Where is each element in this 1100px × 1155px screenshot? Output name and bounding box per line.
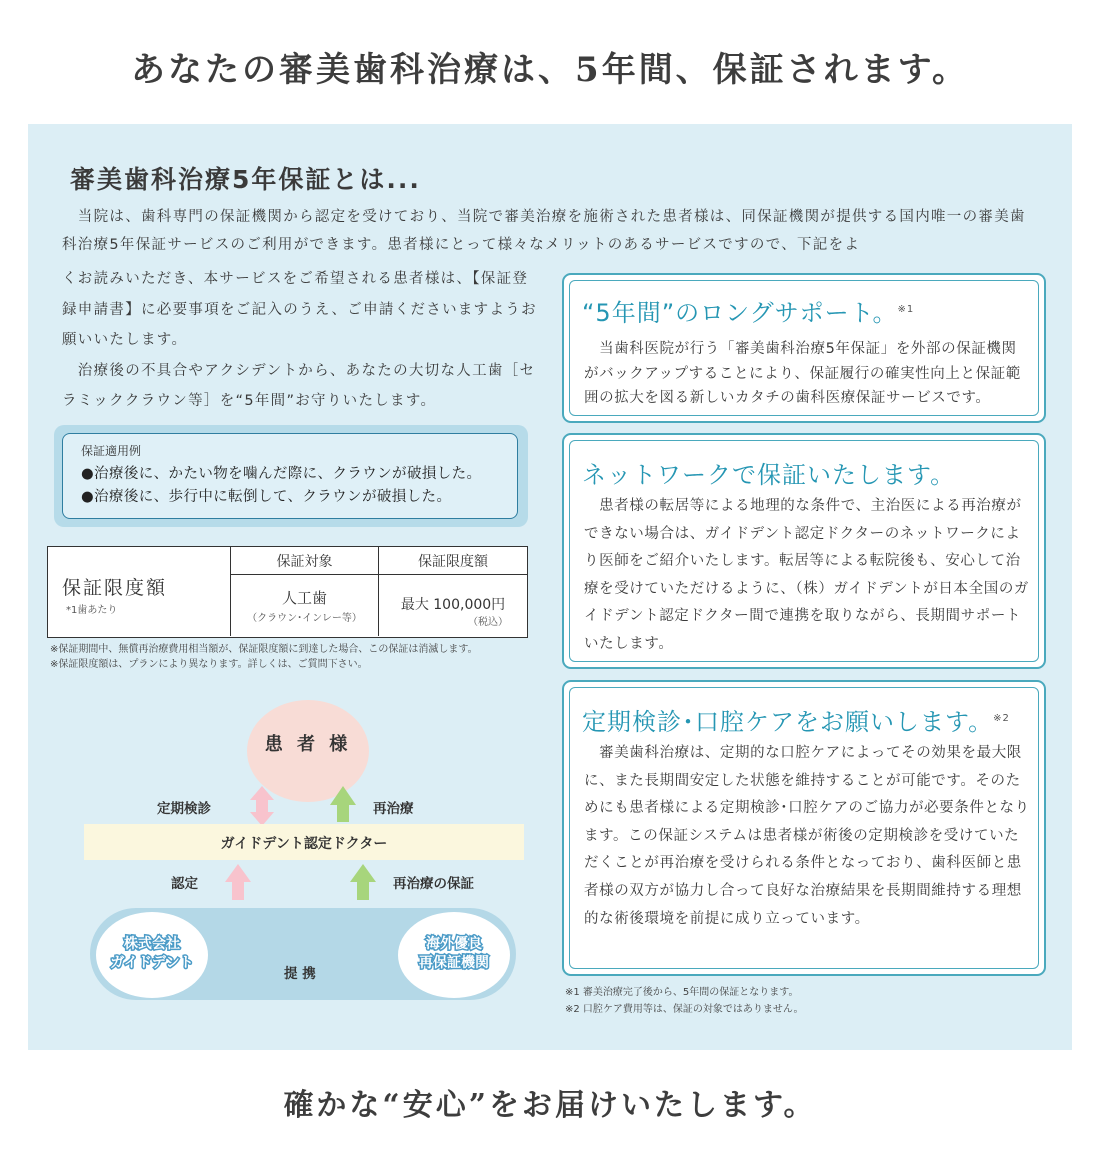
limit-label-note: *1歯あたり	[66, 605, 118, 616]
intro-text: 当院は、歯科専門の保証機関から認定を受けており、当院で審美治療を施術された患者様は、同保証機関が提供する国内唯一の審美歯科治療5年保証サービスのご利用ができます。患者様にとって様々なメリットのあるサービスですので、下記をよ	[62, 209, 1026, 253]
green-up-arrow	[330, 786, 356, 822]
intro-left-paragraph-2: 治療後の不具合やアクシデントから、あなたの大切な人工歯［セラミッククラウン等］を“5年間”お守りいたします。	[62, 362, 536, 409]
footnote: ※1 審美治療完了後から、5年間の保証となります。	[565, 987, 799, 998]
table-cell-target-note: （クラウン･インレー等）	[247, 613, 362, 624]
org-right-label	[398, 935, 510, 973]
table-cell-amount-note: （税込）	[468, 617, 508, 628]
feature-title	[582, 293, 914, 328]
pink-up-arrow	[225, 864, 251, 900]
feature-title	[582, 702, 1010, 737]
table-note: ※保証期間中、無償再治療費用相当額が、保証限度額に到達した場合、この保証は消滅します。	[50, 644, 478, 655]
table-header-amount: 保証限度額	[418, 554, 488, 570]
table-cell-amount: 最大 100,000円	[400, 597, 506, 613]
green-up-arrow	[350, 864, 376, 900]
table-header-target: 保証対象	[276, 554, 333, 570]
retreat-guarantee-label: 再治療の保証	[393, 876, 474, 892]
page-title: あなたの審美歯科治療は、5年間、保証されます。	[131, 50, 969, 90]
feature-box-long-support	[562, 273, 1046, 423]
feature-title-text: 定期検診･口腔ケアをお願いします。	[582, 708, 994, 736]
retreat-label: 再治療	[373, 801, 414, 817]
org-right-line: 再保証機関	[419, 955, 489, 971]
footnote-mark: ※1	[897, 304, 915, 315]
table-cell-target: 人工歯	[281, 589, 327, 607]
feature-title-text: “5年間”のロングサポート。	[582, 299, 898, 327]
pink-double-arrow	[250, 786, 274, 826]
checkup-label: 定期検診	[157, 801, 211, 817]
org-right-line: 海外優良	[426, 936, 482, 952]
feature-body: 当歯科医院が行う「審美歯科治療5年保証」を外部の保証機関がバックアップすることにより、保証履行の確実性向上と保証範囲の拡大を図る新しいカタチの歯科医療保証サービスです。	[584, 341, 1021, 406]
doctor-label: ガイドデント認定ドクター	[220, 836, 388, 852]
feature-body: 審美歯科治療は、定期的な口腔ケアによってその効果を最大限に、また長期間安定した状態を維持することが可能です。そのためにも患者様による定期検診･口腔ケアのご協力が必要条件となります。この保証システムは患者様が術後の定期検診を受けていただくことが再治療を受けられる条件となっており、歯科医師と患者様の双方が協力し合って良好な治療結果を長期間維持する理想的な術後環境を前提に成り立っています。	[584, 745, 1030, 927]
footnotes	[565, 984, 804, 1018]
closing-title: 確かな“安心”をお届けいたします。	[283, 1088, 817, 1123]
feature-body: 患者様の転居等による地理的な条件で、主治医による再治療ができない場合は、ガイドデント認定ドクターのネットワークにより医師をご紹介いたします。転居等による転院後も、安心して治療を受けていただけるように、（株）ガイドデントが日本全国のガイドデント認定ドクター間で連携を取りながら、長期間サポートいたします。	[584, 498, 1030, 652]
org-left-label	[96, 935, 208, 973]
feature-title-text: ネットワークで保証いたします。	[582, 461, 956, 489]
patient-label: 患 者 様	[264, 734, 352, 755]
table-note: ※保証限度額は、プランにより異なります。詳しくは、ご質問下さい。	[50, 659, 368, 670]
org-left-line: ガイドデント	[110, 955, 194, 971]
section-heading: 審美歯科治療5年保証とは...	[70, 165, 421, 194]
footnote-mark: ※2	[993, 713, 1010, 724]
intro-left-paragraph: くお読みいただき、本サービスをご希望される患者様は、【保証登録申請書】に必要事項をご記入のうえ、ご申請くださいますようお願いいたします。	[62, 271, 537, 348]
example-item: ●治療後に、かたい物を噛んだ際に、クラウンが破損した。	[81, 466, 482, 482]
feature-box-checkup	[562, 680, 1046, 976]
org-left-line: 株式会社	[124, 936, 180, 952]
certify-label: 認定	[171, 876, 198, 892]
feature-box-network	[562, 433, 1046, 669]
example-item: ●治療後に、歩行中に転倒して、クラウンが破損した。	[81, 489, 452, 505]
footnote: ※2 口腔ケア費用等は、保証の対象ではありません。	[565, 1004, 804, 1015]
partner-label: 提 携	[284, 966, 316, 982]
feature-title	[582, 455, 955, 490]
limit-label: 保証限度額	[62, 577, 168, 599]
example-title: 保証適用例	[81, 444, 142, 458]
